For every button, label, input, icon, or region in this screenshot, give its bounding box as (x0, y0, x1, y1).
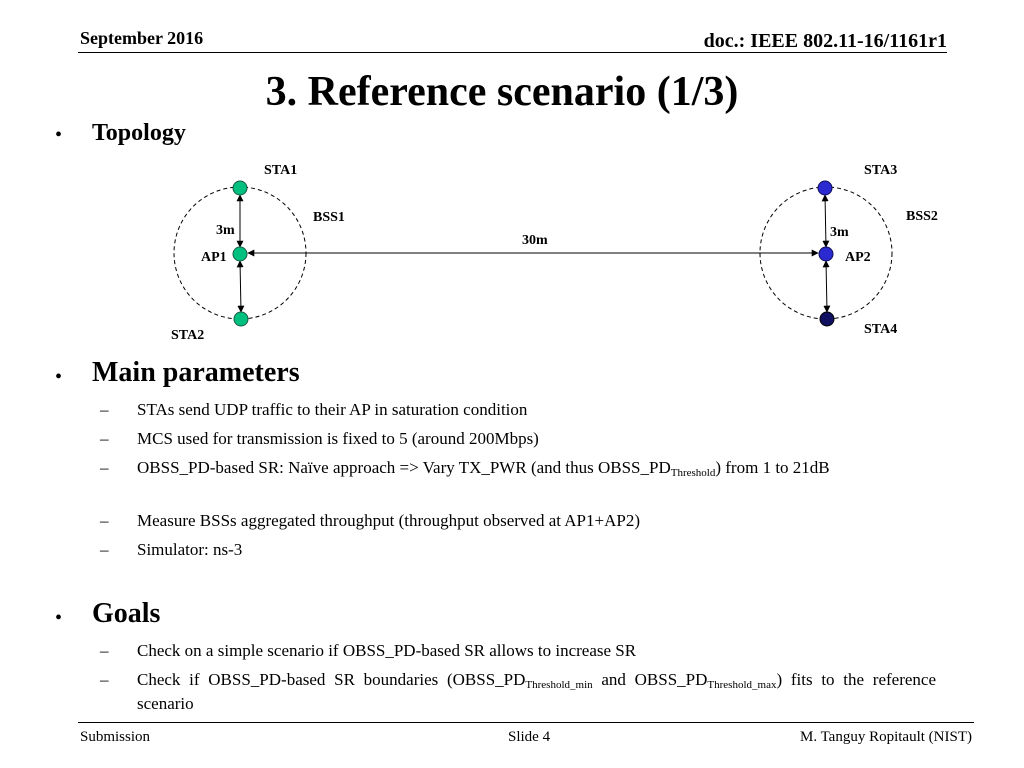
param-item (100, 456, 936, 480)
dist-left-label: 3m (216, 223, 235, 238)
sta3-node (818, 181, 832, 195)
link-ap2-sta3 (825, 195, 826, 247)
sta2-label: STA2 (171, 328, 205, 343)
param-text-part: OBSS_PD-based SR: Naïve approach => Vary TX_PWR (and thus OBSS_PD (137, 458, 671, 477)
dash-marker: – (100, 641, 109, 660)
sta1-label: STA1 (264, 163, 298, 178)
footer-divider (78, 722, 974, 723)
footer-author: M. Tanguy Ropitault (NIST) (800, 729, 972, 745)
dash-marker: – (100, 540, 109, 559)
param-item (100, 427, 936, 451)
dist-center-label: 30m (522, 233, 548, 248)
ap1-label: AP1 (201, 250, 227, 265)
footer-submission: Submission (80, 729, 151, 745)
goal-text-part: and OBSS_PD (592, 670, 708, 689)
param-text: Simulator: ns-3 (137, 540, 243, 559)
dist-right-label: 3m (830, 225, 849, 240)
param-text-part: ) from 1 to 21dB (715, 458, 830, 477)
ap2-label: AP2 (845, 250, 871, 265)
bullet-goals: • (55, 607, 63, 629)
bss2-label: BSS2 (906, 209, 938, 224)
sta1-node (233, 181, 247, 195)
goal-item (100, 668, 936, 716)
dash-marker: – (100, 458, 109, 477)
sta4-label: STA4 (864, 322, 898, 337)
ap1-node (233, 247, 247, 261)
goal-text-part: ) fits to the reference scenario (137, 670, 936, 713)
param-text: MCS used for transmission is fixed to 5 (around 200Mbps) (137, 429, 539, 448)
dash-marker: – (100, 511, 109, 530)
sta2-node (234, 312, 248, 326)
slide-title: 3. Reference scenario (1/3) (265, 69, 739, 115)
param-text: STAs send UDP traffic to their AP in saturation condition (137, 400, 528, 419)
link-ap1-sta2 (240, 261, 241, 312)
dash-marker: – (100, 670, 109, 689)
topology-heading: Topology (92, 120, 186, 146)
ap2-node (819, 247, 833, 261)
goal-text-part: Check if OBSS_PD-based SR boundaries (OBSS_PD (137, 670, 526, 689)
param-text (137, 456, 936, 480)
header-date: September 2016 (80, 28, 204, 48)
bullet-main-parameters: • (55, 366, 63, 388)
threshold-max-subscript: Threshold_max (707, 679, 777, 691)
goal-item (100, 639, 936, 663)
goal-text: Check on a simple scenario if OBSS_PD-based SR allows to increase SR (137, 641, 637, 660)
link-ap2-sta4 (826, 261, 827, 312)
goal-text (137, 668, 936, 716)
main-parameters-heading: Main parameters (92, 357, 300, 388)
header-divider (78, 52, 947, 53)
param-item (100, 398, 936, 422)
sta4-node (820, 312, 834, 326)
topology-diagram (0, 150, 1024, 360)
dash-marker: – (100, 400, 109, 419)
param-item (100, 509, 936, 533)
dash-marker: – (100, 429, 109, 448)
threshold-min-subscript: Threshold_min (525, 679, 593, 691)
sta3-label: STA3 (864, 163, 898, 178)
bullet-topology: • (55, 124, 63, 146)
threshold-subscript: Threshold (670, 467, 716, 479)
header-doc-id: doc.: IEEE 802.11-16/1161r1 (703, 30, 947, 52)
footer-slide-number: Slide 4 (508, 729, 551, 745)
param-text: Measure BSSs aggregated throughput (throughput observed at AP1+AP2) (137, 511, 640, 530)
goals-heading: Goals (92, 598, 161, 629)
param-item (100, 538, 936, 562)
bss1-label: BSS1 (313, 210, 345, 225)
